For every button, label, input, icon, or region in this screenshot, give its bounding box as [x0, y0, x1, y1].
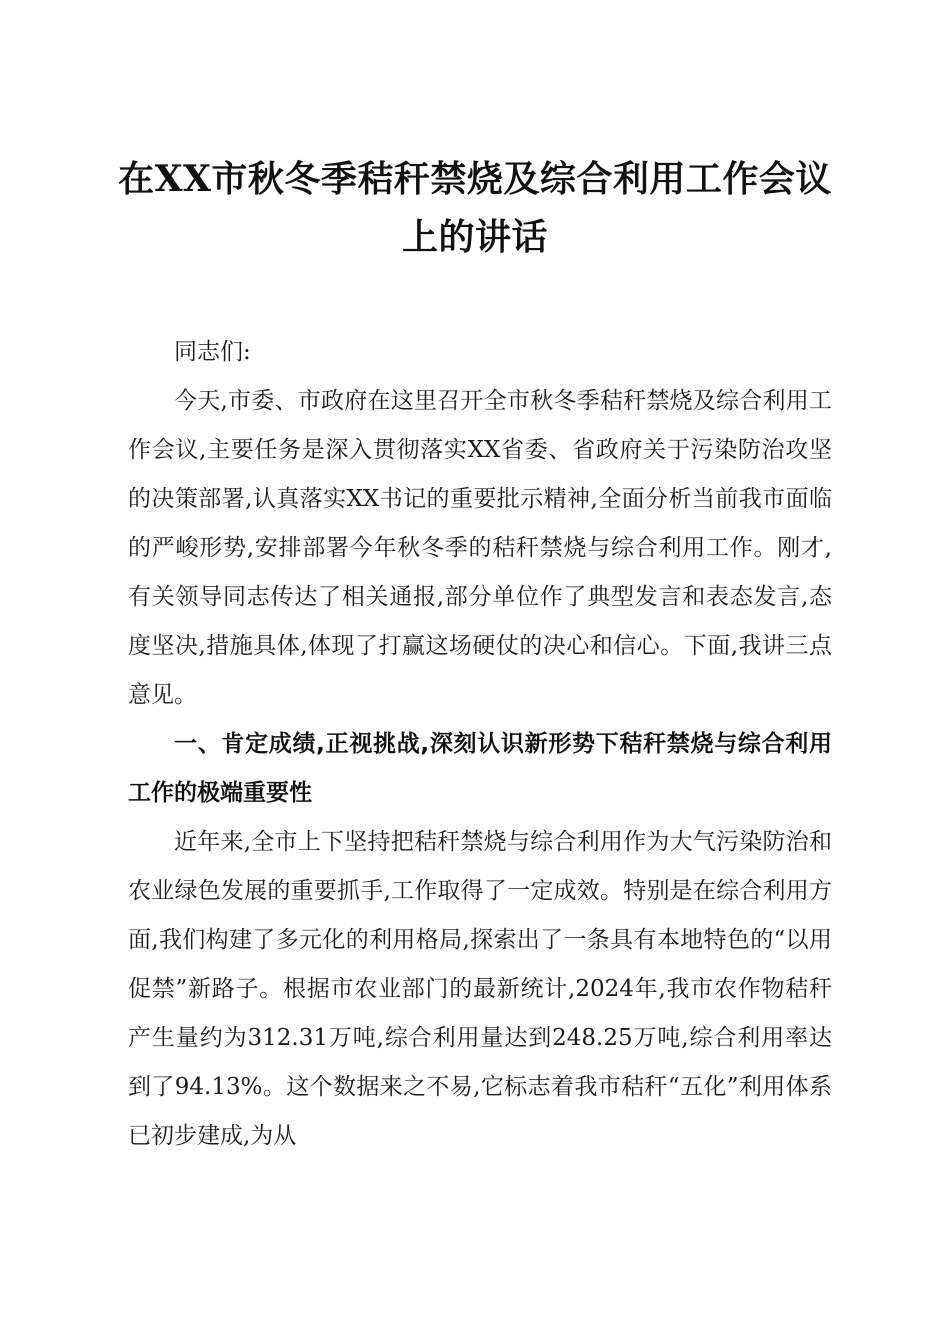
title-line-1: 在XX市秋冬季秸秆禁烧及综合利用工作会议 [118, 158, 832, 200]
title-line-2: 上的讲话 [401, 216, 548, 258]
salutation: 同志们: [174, 339, 251, 365]
document-title [118, 150, 832, 266]
paragraph-section-1: 近年来,全市上下坚持把秸秆禁烧与综合利用作为大气污染防治和农业绿色发展的重要抓手,工作取得了一定成效。特别是在综合利用方面,我们构建了多元化的利用格局,探索出了一条具有本地特色的“以用促禁”新路子。根据市农业部门的最新统计,2024年,我市农作物秸秆产生量约为312.31万吨,综合利用量达到248.25万吨,综合利用率达到了94.13%。这个数据来之不易,它标志着我市秸秆“五化”利用体系已初步建成,为从 [128, 829, 832, 1149]
section-heading-1: 一、肯定成绩,正视挑战,深刻认识新形势下秸秆禁烧与综合利用工作的极端重要性 [128, 731, 832, 806]
paragraph-intro: 今天,市委、市政府在这里召开全市秋冬季秸秆禁烧及综合利用工作会议,主要任务是深入贯彻落实XX省委、省政府关于污染防治攻坚的决策部署,认真落实XX书记的重要批示精神,全面分析当前我市面临的严峻形势,安排部署今年秋冬季的秸秆禁烧与综合利用工作。刚才,有关领导同志传达了相关通报,部分单位作了典型发言和表态发言,态度坚决,措施具体,体现了打赢这场硬仗的决心和信心。下面,我讲三点意见。 [128, 388, 832, 708]
document-body [128, 328, 832, 1161]
